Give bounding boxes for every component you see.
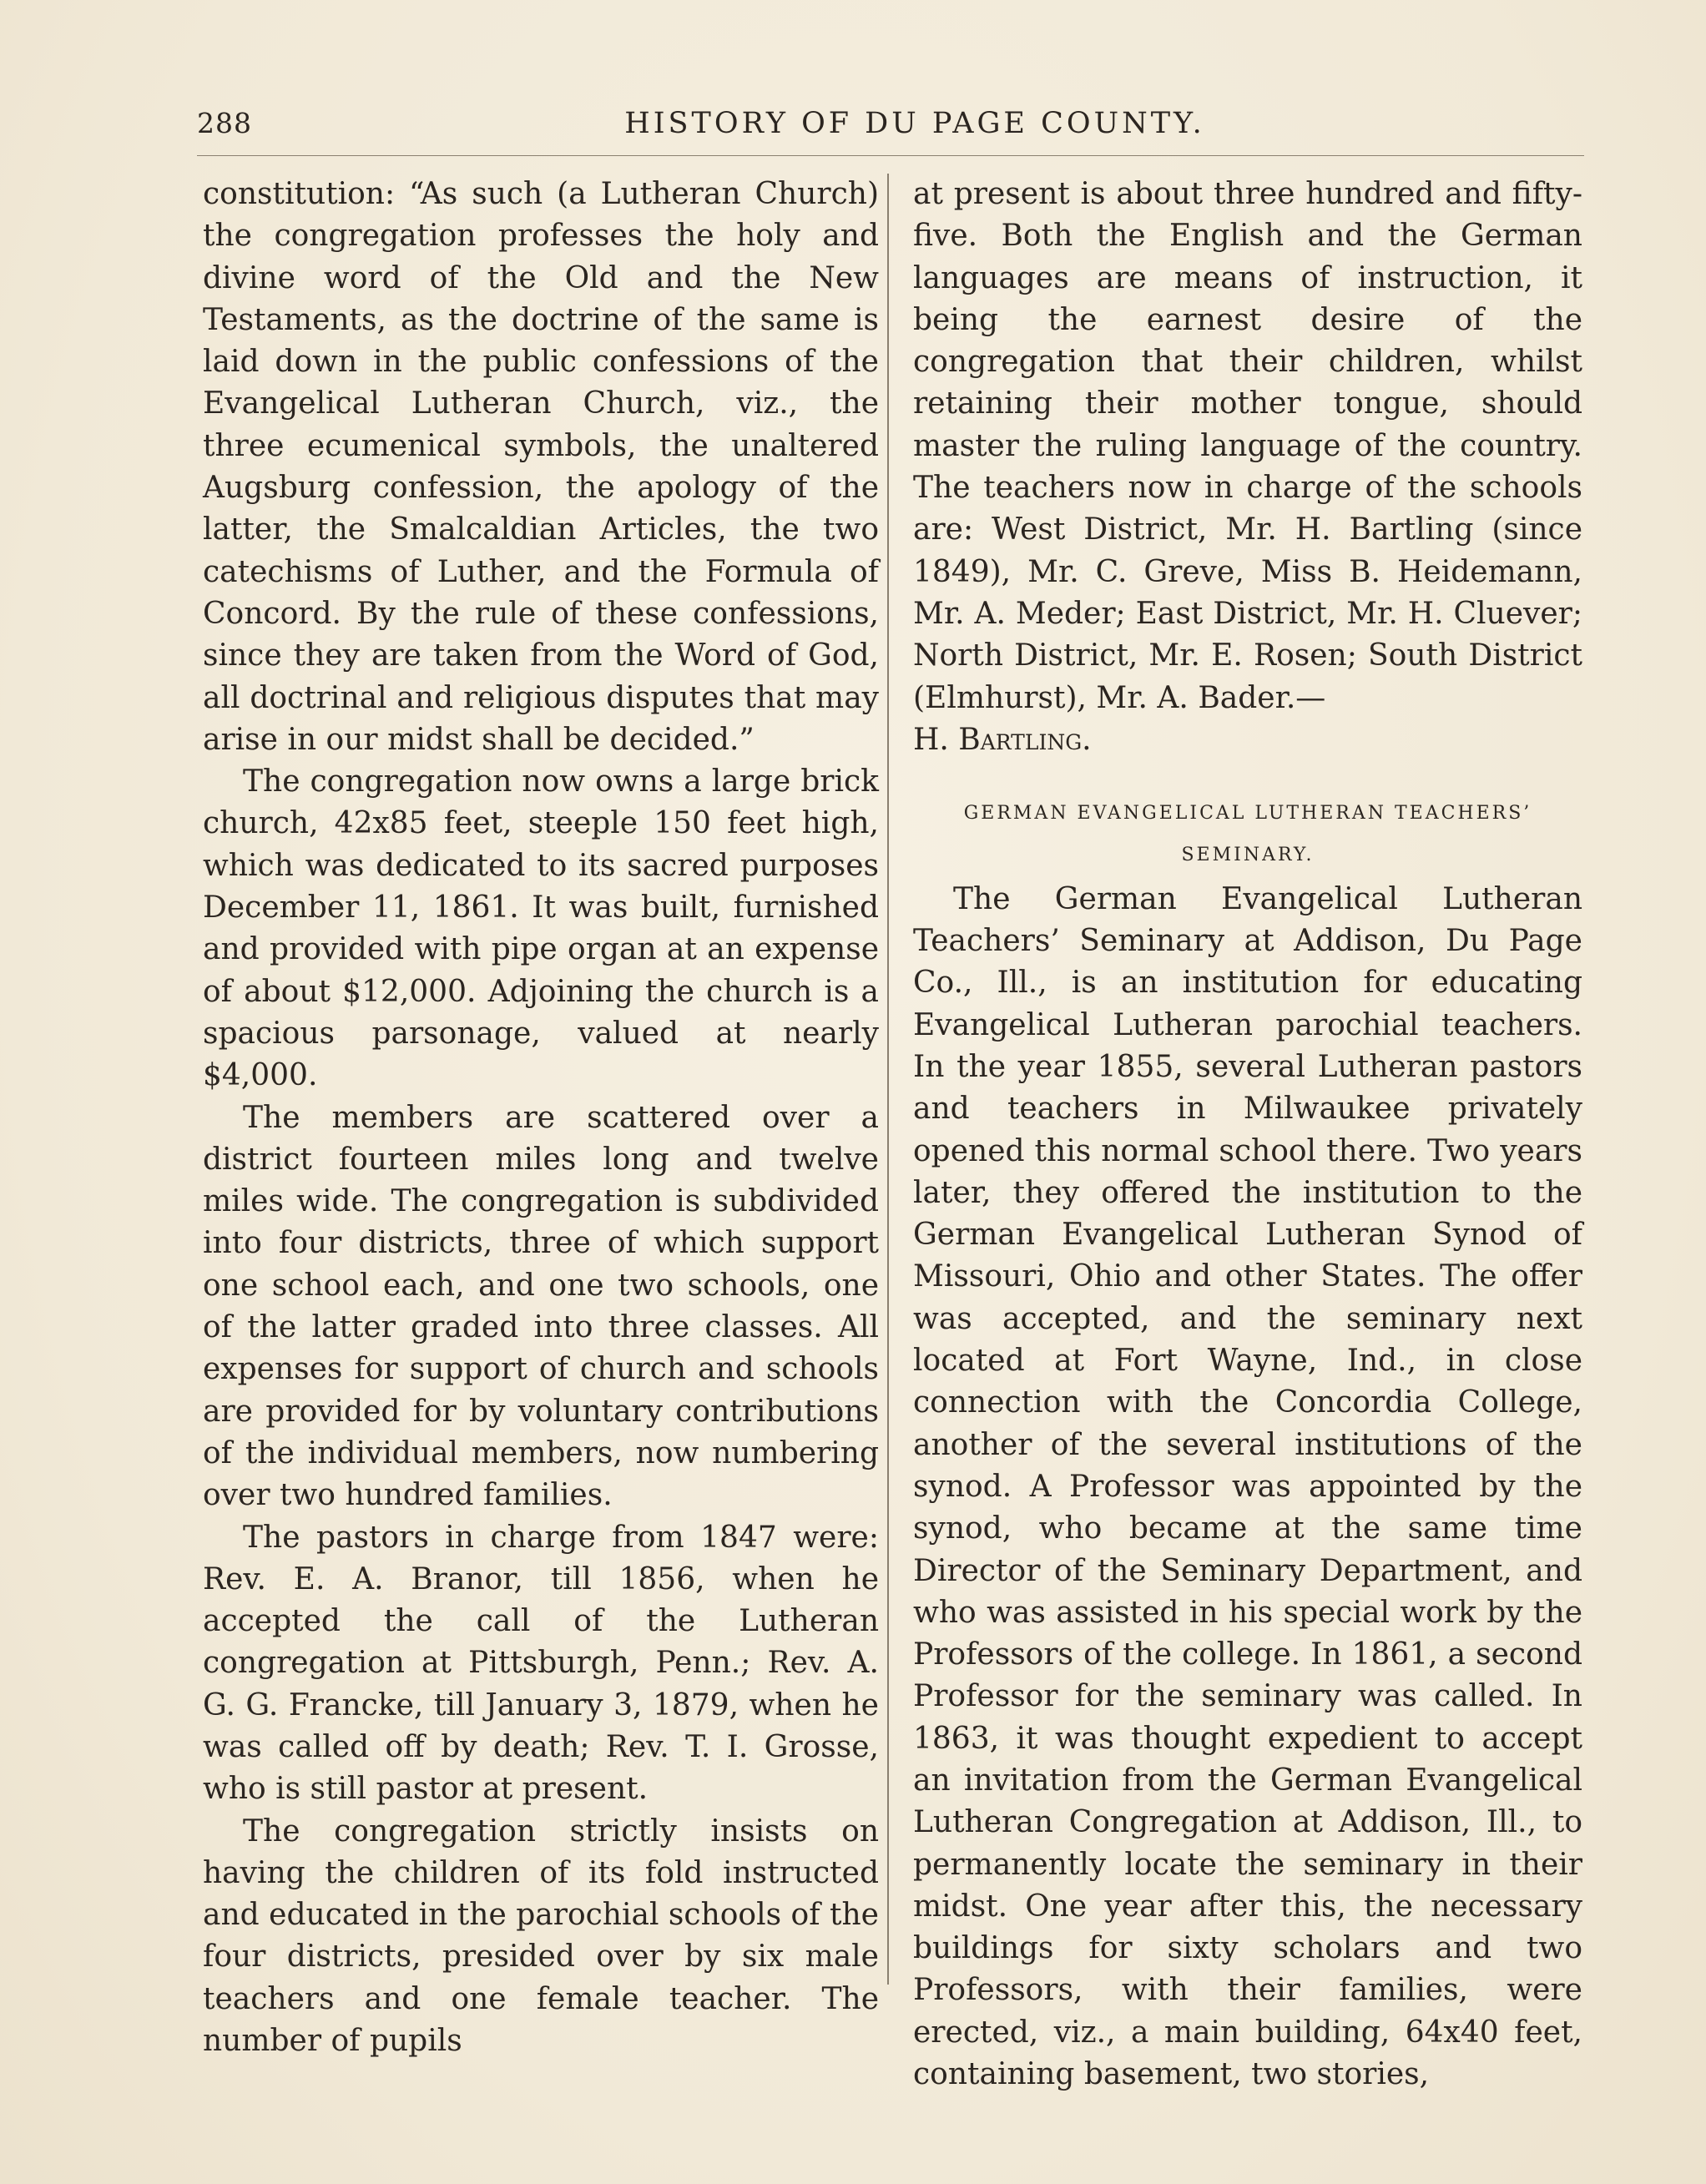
header-rule [197,155,1584,156]
right-column [913,174,1582,2096]
page-number: 288 [197,107,252,139]
left-column [203,174,879,2062]
paragraph-members: The members are scattered over a district fourteen miles long and twelve miles wide. The congregation is subdivided into four districts, three of which support one school each, and one two schools, one of the latter graded into three classes. All expenses for support of church and schools are provided for by voluntary contributions of the individual members, now numbering over two hundred families. [203,1100,879,1513]
paragraph-schools-continued: at present is about three hundred and fifty-five. Both the English and the German languages are means of instruction, it being the earnest desire of the congregation that their children, whilst retaining their mother tongue, should master the ruling language of the country. The teachers now in charge of the schools are: West District, Mr. H. Bartling (since 1849), Mr. C. Greve, Miss B. Heidemann, Mr. A. Meder; East District, Mr. H. Cluever; North District, Mr. E. Rosen; South District (Elmhurst), Mr. A. Bader.— [913,177,1582,715]
paragraph-constitution-quote: constitution: “As such (a Lutheran Church) the congregation professes the holy and divine word of the Old and the New Testaments, as the doctrine of the same is laid down in the public confessions of the Evangelical Lutheran Church, viz., the three ecumenical symbols, the unaltered Augsburg confession, the apology of the latter, the Smalcaldian Articles, the two catechisms of Luther, and the Formula of Concord. By the rule of these confessions, since they are taken from the Word of God, all doctrinal and religious disputes that may arise in our midst shall be decided.” [203,177,879,757]
column-divider [887,174,889,1985]
paragraph-pastors: The pastors in charge from 1847 were: Rev. E. A. Branor, till 1856, when he accepted the call of the Lutheran congregation at Pittsburgh, Penn.; Rev. A. G. G. Francke, till January 3, 1879, when he was called off by death; Rev. T. I. Grosse, who is still pastor at present. [203,1520,879,1807]
author-signature: H. Bartling. [913,722,1092,757]
paragraph-seminary: The German Evangelical Lutheran Teachers’ Seminary at Addison, Du Page Co., Ill., is an institution for educating Evangelical Lutheran parochial teachers. In the year 1855, several Lutheran pastors and teachers in Milwaukee privately opened this normal school there. Two years later, they offered the institution to the German Evangelical Lutheran Synod of Missouri, Ohio and other States. The offer was accepted, and the seminary next located at Fort Wayne, Ind., in close connection with the Concordia College, another of the several institutions of the synod. A Professor was appointed by the synod, who became at the same time Director of the Seminary Department, and who was assisted in his special work by the Professors of the college. In 1861, a second Professor for the seminary was called. In 1863, it was thought expedient to accept an invitation from the German Evangelical Lutheran Congregation at Addison, Ill., to permanently locate the seminary in their midst. One year after this, the necessary buildings for sixty scholars and two Professors, with their families, were erected, viz., a main building, 64x40 feet, containing basement, two stories, [913,881,1582,2092]
section-heading: GERMAN EVANGELICAL LUTHERAN TEACHERS’ SEMINARY. [963,803,1532,866]
running-head [197,107,1582,149]
paragraph-schools: The congregation strictly insists on having the children of its fold instructed and educated in the parochial schools of the four districts, presided over by six male teachers and one female teacher. The number of pupils [203,1813,879,2059]
page-title: HISTORY OF DU PAGE COUNTY. [624,107,1205,140]
paragraph-church-building: The congregation now owns a large brick church, 42x85 feet, steeple 150 feet high, which was dedicated to its sacred purposes December 11, 1861. It was built, furnished and provided with pipe organ at an expense of about $12,000. Adjoining the church is a spacious parsonage, valued at nearly $4,000. [203,764,879,1093]
